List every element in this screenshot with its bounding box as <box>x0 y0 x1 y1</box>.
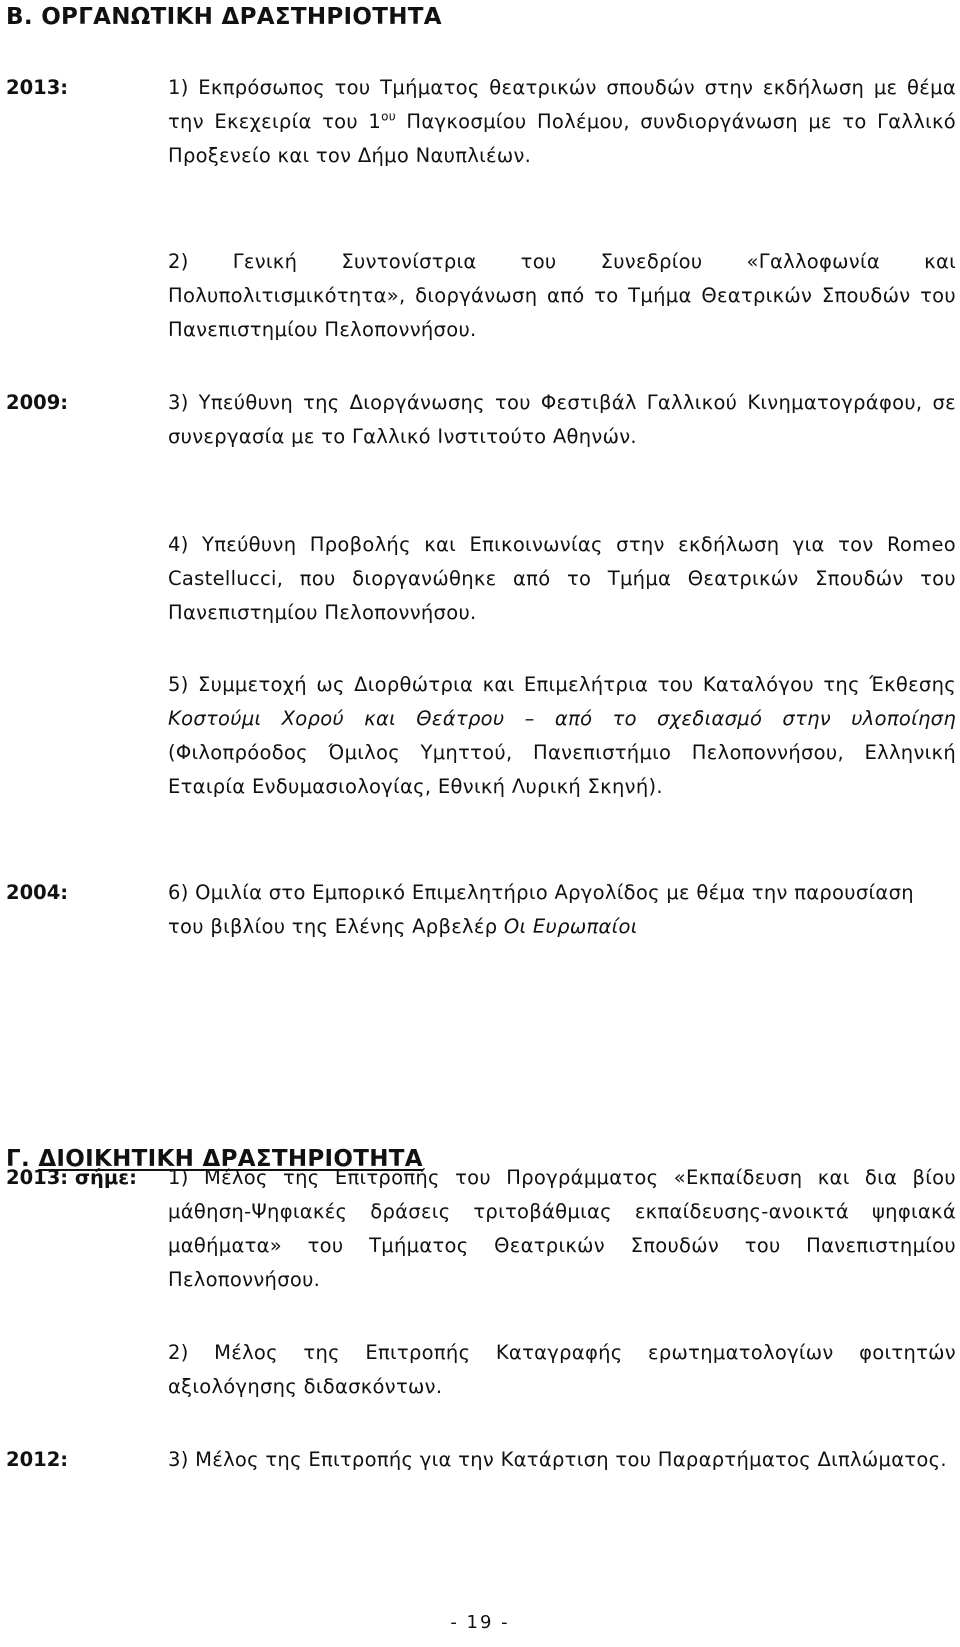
section-b-letter: Β. <box>6 4 33 30</box>
list-item-admin-1: 1) Μέλος της Επιτροπής του Προγράμματος «Εκπαίδευση και δια βίου μάθηση-Ψηφιακές δράσεις τριτοβάθμιας εκπαίδευσης-ανοικτά ψηφιακά μαθήματα» του Τμήματος Θεατρικών Σπουδών του Πανεπιστημίου Πελοποννήσου. <box>168 1166 956 1291</box>
list-item-organizing-2: 2) Γενική Συντονίστρια του Συνεδρίου «Γαλλοφωνία και Πολυπολιτισμικότητα», διοργάνωση από το Τμήμα Θεατρικών Σπουδών του Πανεπιστημίου Πελοποννήσου. <box>168 250 956 341</box>
list-item-organizing-3: 3) Υπεύθυνη της Διοργάνωσης του Φεστιβάλ Γαλλικού Κινηματογράφου, σε συνεργασία με το Γαλλικό Ινστιτούτο Αθηνών. <box>168 391 956 448</box>
year-label-2012: 2012: <box>6 1448 69 1471</box>
exhibition-title: Κοστούμι Χορού και Θεάτρου – από το σχεδιασμό στην υλοποίηση <box>168 707 956 730</box>
list-item-organizing-6: 6) Ομιλία στο Εμπορικό Επιμελητήριο Αργολίδος με θέμα την παρουσίαση του βιβλίου της Ελένης Αρβελέρ Οι Ευρωπαίοι <box>168 881 914 938</box>
section-b-heading <box>6 2 442 32</box>
year-label-2009: 2009: <box>6 391 69 414</box>
section-g-letter: Γ. <box>6 1146 30 1172</box>
list-item-organizing-4: 4) Υπεύθυνη Προβολής και Επικοινωνίας στην εκδήλωση για τον Romeo Castellucci, που διοργανώθηκε από το Τμήμα Θεατρικών Σπουδών του Πανεπιστημίου Πελοποννήσου. <box>168 533 956 624</box>
year-label-2004: 2004: <box>6 881 69 904</box>
list-item-organizing-5: 5) Συμμετοχή ως Διορθώτρια και Επιμελήτρια του Καταλόγου της Έκθεσης Κοστούμι Χορού και Θεάτρου – από το σχεδιασμό στην υλοποίηση (Φιλοπρόοδος Όμιλος Υμηττού, Πανεπιστήμιο Πελοποννήσου, Ελληνική Εταιρία Ενδυμασιολογίας, Εθνική Λυρική Σκηνή). <box>168 673 956 798</box>
list-item-organizing-1: 1) Εκπρόσωπος του Τμήματος θεατρικών σπουδών στην εκδήλωση με θέμα την Εκεχειρία του $1^{o\upsilon}$ Παγκοσμίου Πολέμου, συνδιοργάνωση με το Γαλλικό Προξενείο και τον Δήμο Ναυπλιέων. <box>168 76 956 167</box>
book-title: Οι Ευρωπαίοι <box>503 915 638 938</box>
superscript-ordinal: ου <box>381 109 396 124</box>
year-label-2013-present: 2013: σήμε: <box>6 1166 137 1189</box>
year-label-2013: 2013: <box>6 76 69 99</box>
section-g-title: ΔΙΟΙΚΗΤΙΚΗ ΔΡΑΣΤΗΡΙΟΤΗΤΑ <box>38 1146 423 1172</box>
page-number: - 19 - <box>450 1612 510 1633</box>
list-item-admin-2: 2) Μέλος της Επιτροπής Καταγραφής ερωτηματολογίων φοιτητών αξιολόγησης διδασκόντων. <box>168 1341 956 1398</box>
list-item-admin-3: 3) Μέλος της Επιτροπής για την Κατάρτιση του Παραρτήματος Διπλώματος. <box>168 1448 947 1471</box>
section-b-title: ΟΡΓΑΝΩΤΙΚΗ ΔΡΑΣΤΗΡΙΟΤΗΤΑ <box>41 4 442 30</box>
